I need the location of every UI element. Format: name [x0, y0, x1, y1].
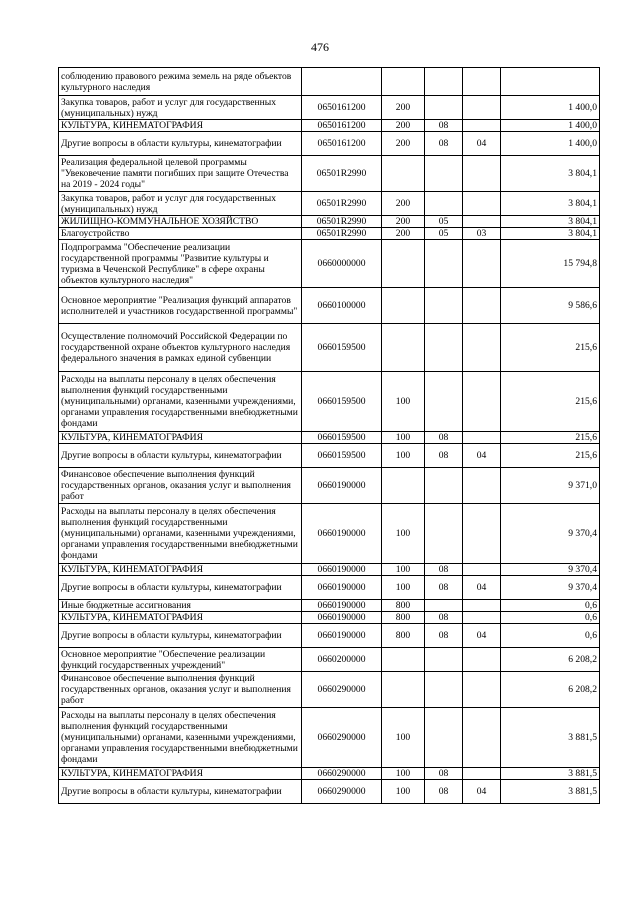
row-code-cell: 0660290000	[302, 780, 382, 804]
row-subsection-cell	[463, 68, 501, 96]
row-name-cell: Благоустройство	[59, 228, 302, 240]
row-subsection-cell: 04	[463, 624, 501, 648]
row-name-cell: КУЛЬТУРА, КИНЕМАТОГРАФИЯ	[59, 768, 302, 780]
page-number: 476	[311, 40, 329, 54]
row-section-cell	[425, 156, 463, 192]
row-subsection-cell: 03	[463, 228, 501, 240]
row-expense-type-cell: 200	[382, 228, 425, 240]
row-expense-type-cell: 100	[382, 444, 425, 468]
table-row	[59, 624, 600, 648]
row-amount-cell: 1 400,0	[501, 120, 600, 132]
row-expense-type-cell: 200	[382, 132, 425, 156]
row-section-cell	[425, 648, 463, 672]
row-name-cell: Основное мероприятие "Реализация функций аппаратов исполнителей и участников государственной программы"	[59, 288, 302, 324]
row-subsection-cell	[463, 564, 501, 576]
row-amount-cell: 3 881,5	[501, 708, 600, 768]
row-amount-cell: 9 586,6	[501, 288, 600, 324]
row-subsection-cell	[463, 288, 501, 324]
row-amount-cell: 3 881,5	[501, 780, 600, 804]
row-code-cell: 0660290000	[302, 768, 382, 780]
row-name-cell: ЖИЛИЩНО-КОММУНАЛЬНОЕ ХОЗЯЙСТВО	[59, 216, 302, 228]
table-row	[59, 132, 600, 156]
row-section-cell: 05	[425, 216, 463, 228]
row-expense-type-cell: 200	[382, 216, 425, 228]
budget-table	[58, 67, 600, 804]
row-name-cell: КУЛЬТУРА, КИНЕМАТОГРАФИЯ	[59, 612, 302, 624]
row-name-cell: Осуществление полномочий Российской Федерации по государственной охране объектов культурного наследия федерального значения в рамках единой субвенции	[59, 324, 302, 372]
row-subsection-cell	[463, 96, 501, 120]
table-row	[59, 672, 600, 708]
row-section-cell: 05	[425, 228, 463, 240]
row-section-cell: 08	[425, 132, 463, 156]
row-amount-cell: 9 370,4	[501, 576, 600, 600]
row-name-cell: Расходы на выплаты персоналу в целях обеспечения выполнения функций государственными (муниципальными) органами, казенными учреждениями, органами управления государственными внебюджетными фондами	[59, 504, 302, 564]
budget-table-body	[59, 68, 600, 804]
row-section-cell	[425, 96, 463, 120]
row-amount-cell: 3 804,1	[501, 156, 600, 192]
row-expense-type-cell	[382, 468, 425, 504]
row-subsection-cell	[463, 504, 501, 564]
table-row	[59, 780, 600, 804]
row-section-cell: 08	[425, 432, 463, 444]
row-code-cell: 0660190000	[302, 624, 382, 648]
row-subsection-cell	[463, 156, 501, 192]
row-amount-cell: 3 804,1	[501, 216, 600, 228]
row-subsection-cell	[463, 600, 501, 612]
row-name-cell: Основное мероприятие "Обеспечение реализации функций государственных учреждений"	[59, 648, 302, 672]
row-section-cell	[425, 68, 463, 96]
row-amount-cell: 215,6	[501, 432, 600, 444]
row-subsection-cell	[463, 372, 501, 432]
row-section-cell	[425, 324, 463, 372]
row-amount-cell: 1 400,0	[501, 96, 600, 120]
row-subsection-cell	[463, 192, 501, 216]
row-section-cell	[425, 192, 463, 216]
row-name-cell: Расходы на выплаты персоналу в целях обеспечения выполнения функций государственными (муниципальными) органами, казенными учреждениями, органами управления государственными внебюджетными фондами	[59, 372, 302, 432]
row-section-cell	[425, 372, 463, 432]
row-amount-cell	[501, 68, 600, 96]
row-section-cell: 08	[425, 564, 463, 576]
table-row	[59, 240, 600, 288]
row-code-cell: 0650161200	[302, 132, 382, 156]
row-expense-type-cell	[382, 240, 425, 288]
row-section-cell: 08	[425, 576, 463, 600]
row-expense-type-cell: 100	[382, 504, 425, 564]
row-amount-cell: 0,6	[501, 600, 600, 612]
table-row	[59, 468, 600, 504]
row-code-cell: 0660159500	[302, 432, 382, 444]
row-name-cell: КУЛЬТУРА, КИНЕМАТОГРАФИЯ	[59, 432, 302, 444]
row-subsection-cell	[463, 468, 501, 504]
row-name-cell: Иные бюджетные ассигнования	[59, 600, 302, 612]
row-code-cell: 06501R2990	[302, 156, 382, 192]
row-subsection-cell	[463, 708, 501, 768]
row-section-cell: 08	[425, 780, 463, 804]
table-row	[59, 444, 600, 468]
row-code-cell: 0650161200	[302, 120, 382, 132]
row-section-cell	[425, 672, 463, 708]
row-subsection-cell	[463, 768, 501, 780]
table-row	[59, 216, 600, 228]
row-code-cell	[302, 68, 382, 96]
row-amount-cell: 9 370,4	[501, 504, 600, 564]
row-expense-type-cell: 200	[382, 96, 425, 120]
row-section-cell: 08	[425, 120, 463, 132]
row-expense-type-cell	[382, 156, 425, 192]
row-subsection-cell: 04	[463, 132, 501, 156]
row-subsection-cell	[463, 612, 501, 624]
row-section-cell	[425, 468, 463, 504]
row-expense-type-cell	[382, 324, 425, 372]
row-name-cell: Закупка товаров, работ и услуг для государственных (муниципальных) нужд	[59, 192, 302, 216]
row-amount-cell: 215,6	[501, 444, 600, 468]
row-section-cell: 08	[425, 624, 463, 648]
row-amount-cell: 6 208,2	[501, 648, 600, 672]
table-row	[59, 600, 600, 612]
row-amount-cell: 6 208,2	[501, 672, 600, 708]
row-section-cell	[425, 240, 463, 288]
row-name-cell: Другие вопросы в области культуры, кинематографии	[59, 132, 302, 156]
row-expense-type-cell: 800	[382, 624, 425, 648]
row-name-cell: КУЛЬТУРА, КИНЕМАТОГРАФИЯ	[59, 564, 302, 576]
row-name-cell: Реализация федеральной целевой программы "Увековечение памяти погибших при защите Отечества на 2019 - 2024 годы"	[59, 156, 302, 192]
row-subsection-cell	[463, 240, 501, 288]
row-name-cell: соблюдению правового режима земель на ряде объектов культурного наследия	[59, 68, 302, 96]
row-subsection-cell	[463, 432, 501, 444]
row-expense-type-cell: 800	[382, 600, 425, 612]
table-row	[59, 708, 600, 768]
row-code-cell: 0660190000	[302, 612, 382, 624]
row-name-cell: КУЛЬТУРА, КИНЕМАТОГРАФИЯ	[59, 120, 302, 132]
row-section-cell: 08	[425, 768, 463, 780]
row-name-cell: Другие вопросы в области культуры, кинематографии	[59, 780, 302, 804]
row-amount-cell: 9 370,4	[501, 564, 600, 576]
row-code-cell: 0660290000	[302, 672, 382, 708]
table-row	[59, 288, 600, 324]
row-subsection-cell: 04	[463, 444, 501, 468]
row-amount-cell: 215,6	[501, 372, 600, 432]
row-code-cell: 0660190000	[302, 504, 382, 564]
row-code-cell: 0650161200	[302, 96, 382, 120]
table-row	[59, 768, 600, 780]
table-row	[59, 192, 600, 216]
row-name-cell: Закупка товаров, работ и услуг для государственных (муниципальных) нужд	[59, 96, 302, 120]
row-section-cell	[425, 288, 463, 324]
row-expense-type-cell	[382, 68, 425, 96]
row-name-cell: Другие вопросы в области культуры, кинематографии	[59, 444, 302, 468]
table-row	[59, 372, 600, 432]
row-name-cell: Другие вопросы в области культуры, кинематографии	[59, 576, 302, 600]
row-name-cell: Финансовое обеспечение выполнения функций государственных органов, оказания услуг и выполнения работ	[59, 672, 302, 708]
row-section-cell	[425, 504, 463, 564]
row-amount-cell: 215,6	[501, 324, 600, 372]
row-amount-cell: 3 804,1	[501, 228, 600, 240]
row-expense-type-cell	[382, 648, 425, 672]
table-row	[59, 432, 600, 444]
table-row	[59, 228, 600, 240]
row-amount-cell: 0,6	[501, 624, 600, 648]
row-expense-type-cell: 100	[382, 768, 425, 780]
row-section-cell	[425, 600, 463, 612]
row-code-cell: 06501R2990	[302, 228, 382, 240]
row-expense-type-cell	[382, 672, 425, 708]
table-row	[59, 612, 600, 624]
table-row	[59, 96, 600, 120]
row-code-cell: 0660159500	[302, 372, 382, 432]
row-amount-cell: 0,6	[501, 612, 600, 624]
row-expense-type-cell: 100	[382, 432, 425, 444]
row-subsection-cell: 04	[463, 576, 501, 600]
row-code-cell: 0660190000	[302, 564, 382, 576]
row-name-cell: Другие вопросы в области культуры, кинематографии	[59, 624, 302, 648]
row-code-cell: 06501R2990	[302, 192, 382, 216]
row-code-cell: 0660159500	[302, 324, 382, 372]
row-code-cell: 0660190000	[302, 576, 382, 600]
table-row	[59, 156, 600, 192]
row-subsection-cell	[463, 324, 501, 372]
row-code-cell: 0660190000	[302, 600, 382, 612]
table-row	[59, 120, 600, 132]
row-amount-cell: 9 371,0	[501, 468, 600, 504]
row-expense-type-cell: 100	[382, 372, 425, 432]
row-code-cell: 0660000000	[302, 240, 382, 288]
row-amount-cell: 1 400,0	[501, 132, 600, 156]
row-expense-type-cell: 800	[382, 612, 425, 624]
row-expense-type-cell: 200	[382, 192, 425, 216]
row-expense-type-cell: 100	[382, 780, 425, 804]
row-subsection-cell	[463, 120, 501, 132]
row-expense-type-cell: 100	[382, 708, 425, 768]
row-section-cell: 08	[425, 444, 463, 468]
table-row	[59, 68, 600, 96]
table-row	[59, 504, 600, 564]
row-code-cell: 0660200000	[302, 648, 382, 672]
row-code-cell: 0660159500	[302, 444, 382, 468]
row-code-cell: 0660190000	[302, 468, 382, 504]
row-expense-type-cell: 100	[382, 576, 425, 600]
table-row	[59, 648, 600, 672]
row-subsection-cell	[463, 216, 501, 228]
row-section-cell	[425, 708, 463, 768]
row-code-cell: 0660290000	[302, 708, 382, 768]
row-code-cell: 06501R2990	[302, 216, 382, 228]
row-amount-cell: 3 804,1	[501, 192, 600, 216]
row-amount-cell: 3 881,5	[501, 768, 600, 780]
row-expense-type-cell: 200	[382, 120, 425, 132]
row-section-cell: 08	[425, 612, 463, 624]
row-code-cell: 0660100000	[302, 288, 382, 324]
row-expense-type-cell	[382, 288, 425, 324]
row-amount-cell: 15 794,8	[501, 240, 600, 288]
table-row	[59, 324, 600, 372]
row-name-cell: Расходы на выплаты персоналу в целях обеспечения выполнения функций государственными (муниципальными) органами, казенными учреждениями, органами управления государственными внебюджетными фондами	[59, 708, 302, 768]
table-row	[59, 564, 600, 576]
row-expense-type-cell: 100	[382, 564, 425, 576]
row-subsection-cell	[463, 672, 501, 708]
row-name-cell: Подпрограмма "Обеспечение реализации государственной программы "Развитие культуры и туризма в Чеченской Республике" в сфере охраны объектов культурного наследия"	[59, 240, 302, 288]
row-subsection-cell: 04	[463, 780, 501, 804]
row-subsection-cell	[463, 648, 501, 672]
row-name-cell: Финансовое обеспечение выполнения функций государственных органов, оказания услуг и выполнения работ	[59, 468, 302, 504]
table-row	[59, 576, 600, 600]
